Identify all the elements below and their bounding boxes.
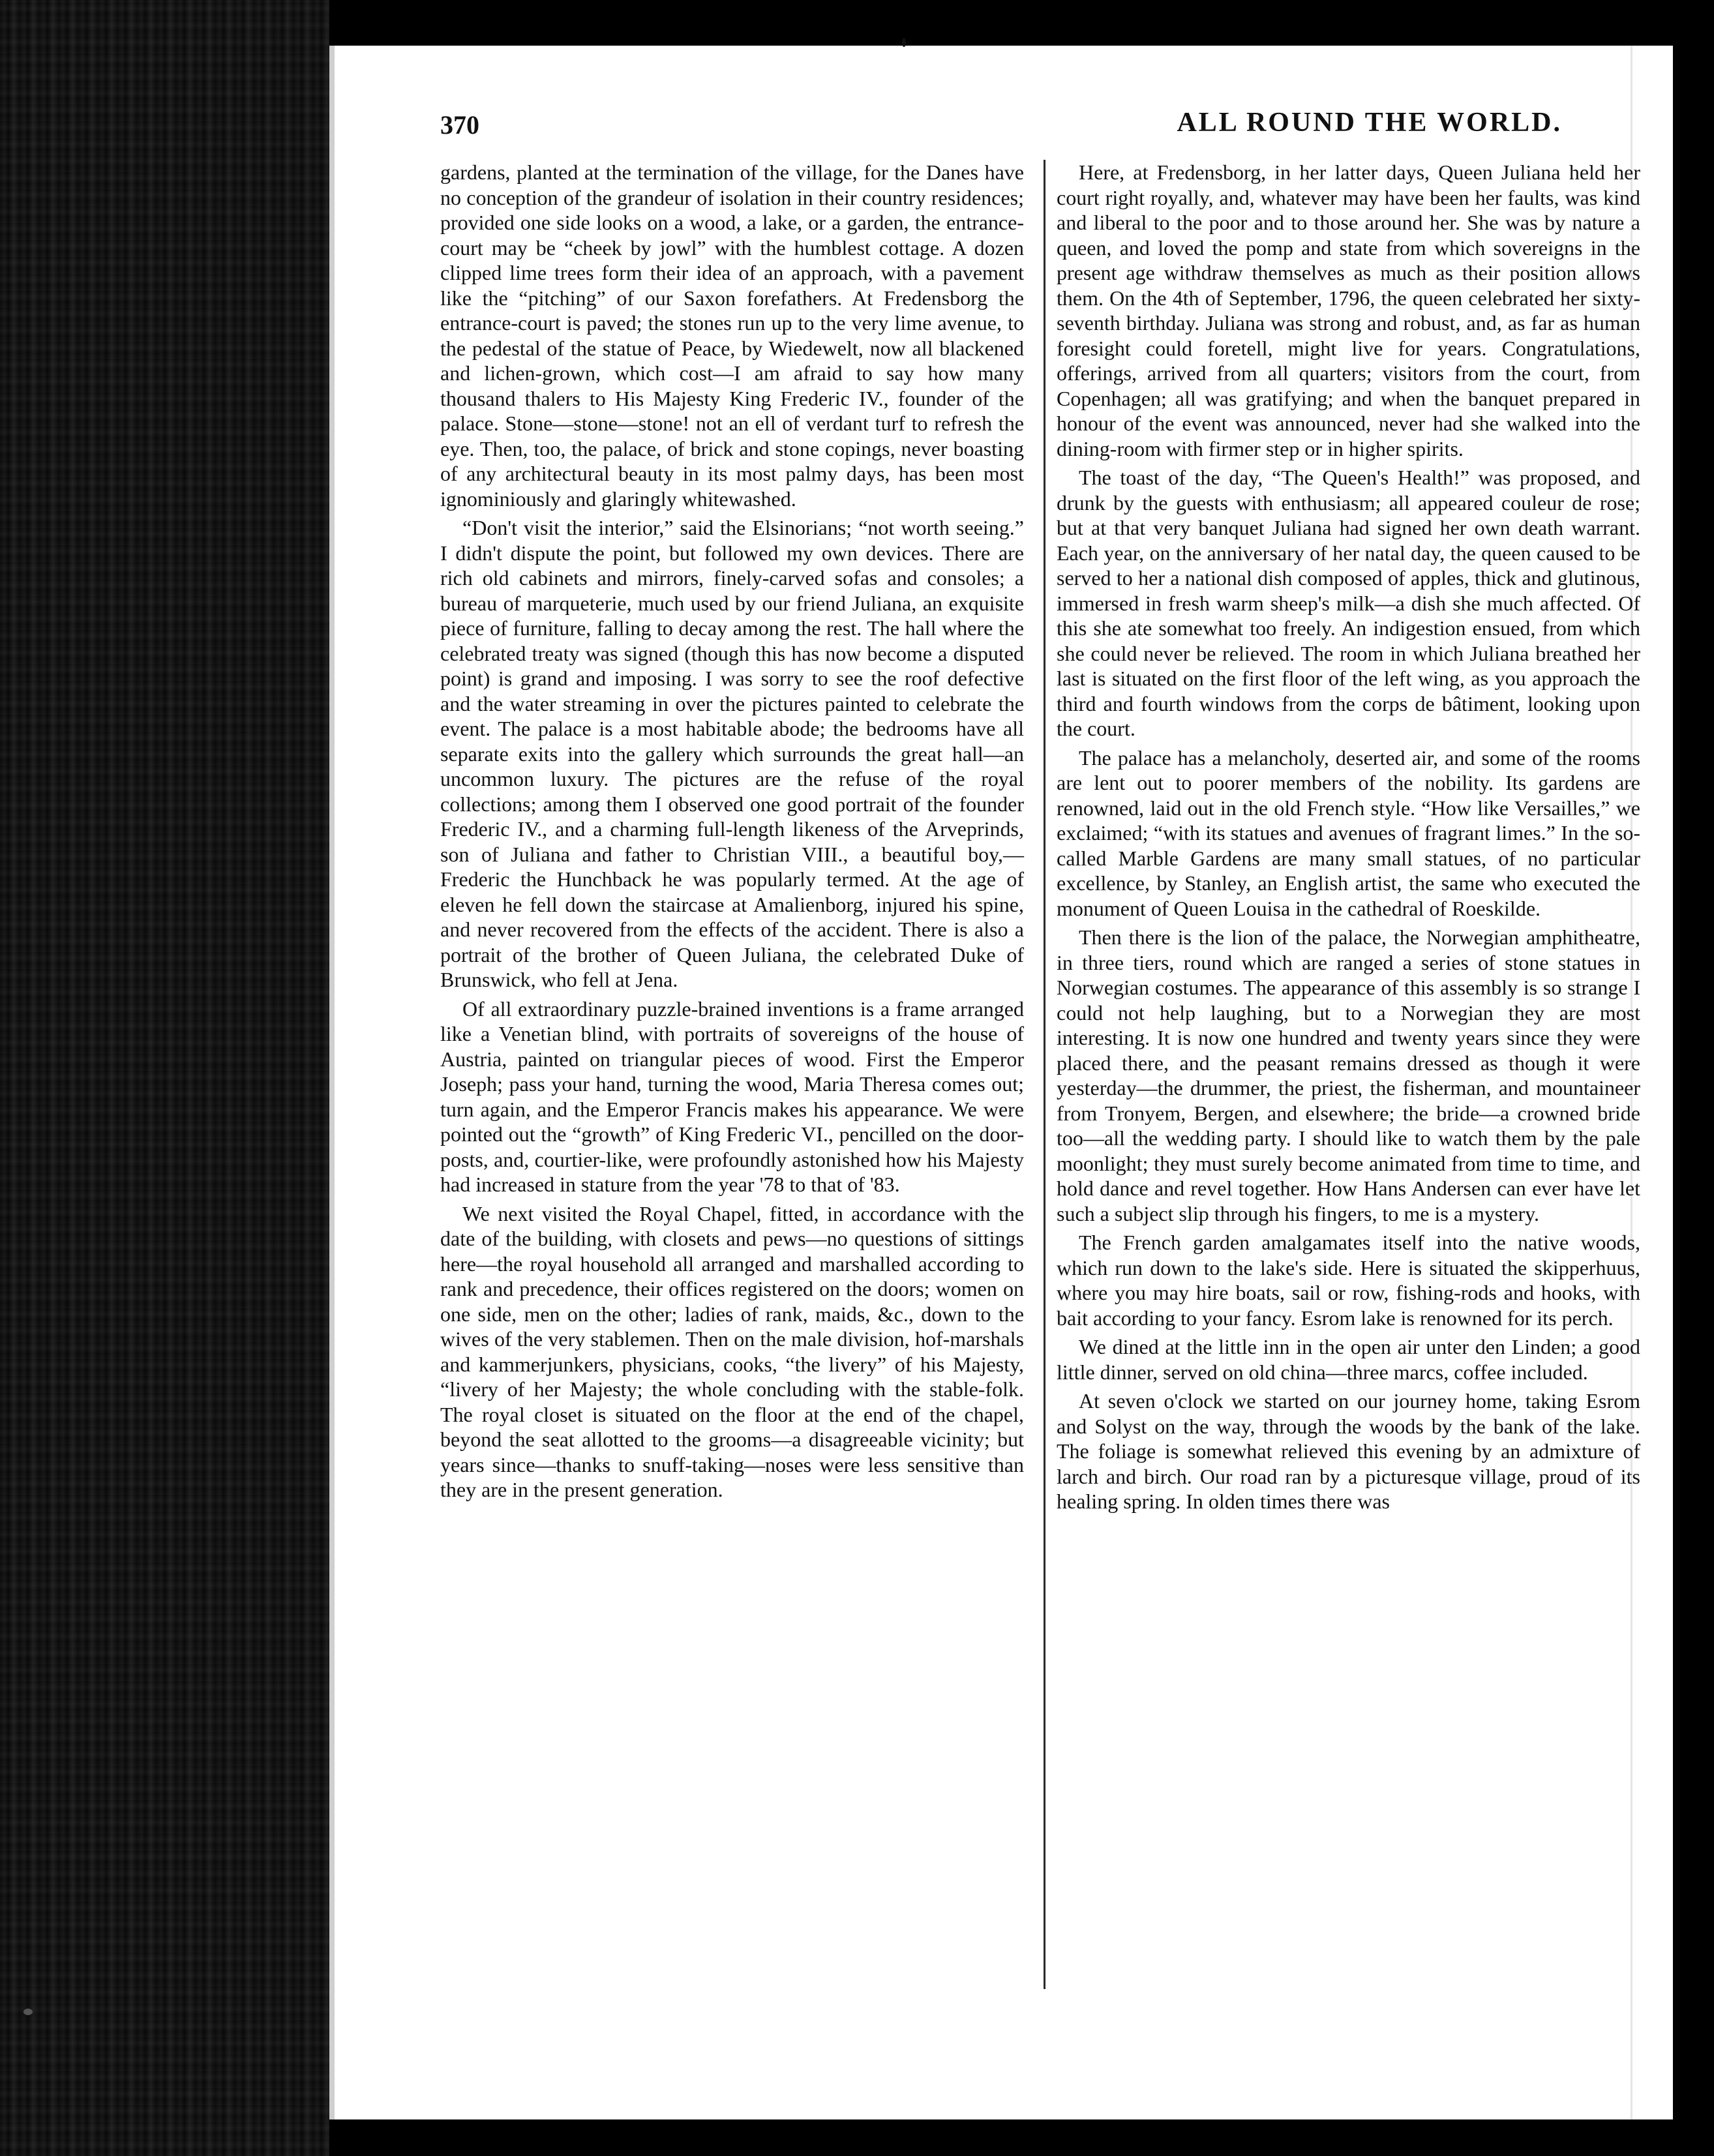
paragraph: The palace has a melancholy, deserted air, and some of the rooms are lent out to poorer members of the nobility. Its gardens are renowned, laid out in the old French style. “How like Versailles,” we exclaimed; “with its statues and avenues of fragrant limes.” In the so-called Marble Gardens are many small statues, of no particular excellence, by Stanley, an English artist, the same who executed the monument of Queen Louisa in the cathedral of Roeskilde.: [1057, 745, 1640, 920]
paragraph: Of all extraordinary puzzle-brained inventions is a frame arranged like a Venetian blind, with portraits of sovereigns of the house of Austria, painted on triangular pieces of wood. First the Emperor Joseph; pass your hand, turning the wood, Maria Theresa comes out; turn again, and the Emperor Francis makes his appearance. We were pointed out the “growth” of King Frederic VI., pencilled on the door-posts, and, courtier-like, were profoundly astonished how his Majesty had increased in stature from the year '78 to that of '83.: [440, 996, 1024, 1196]
paragraph: The French garden amalgamates itself into the native woods, which run down to the lake's side. Here is situated the skipperhuus, where you may hire boats, sail or row, fishing-rods and hooks, with bait according to your fancy. Esrom lake is renowned for its perch.: [1057, 1231, 1640, 1330]
page-header: [440, 104, 1562, 150]
page-number: 370: [440, 110, 479, 140]
paragraph: gardens, planted at the termination of the village, for the Danes have no conception of the grandeur of isolation in their country residences; provided one side looks on a wood, a lake, or a garden, the entrance-court may be “cheek by jowl” with the humblest cottage. A dozen clipped lime trees form their idea of an approach, with a pavement like the “pitching” of our Saxon forefathers. At Fredensborg the entrance-court is paved; the stones run up to the very lime avenue, to the pedestal of the statue of Peace, by Wiedewelt, now all blackened and lichen-grown, which cost—I am afraid to say how many thousand thalers to His Majesty King Frederic IV., founder of the palace. Stone—stone—stone! not an ell of verdant turf to refresh the eye. Then, too, the palace, of brick and stone copings, never boasting of any architectural beauty in its most palmy days, has been most ignominiously and glaringly whitewashed.: [440, 160, 1024, 511]
paragraph: At seven o'clock we started on our journey home, taking Esrom and Solyst on the way, through the woods by the bank of the lake. The foliage is somewhat relieved this evening by an admixture of larch and birch. Our road ran by a picturesque village, proud of its healing spring. In olden times there was: [1057, 1389, 1640, 1513]
left-column: [440, 160, 1024, 1506]
column-divider: [1044, 160, 1045, 1989]
running-title: ALL ROUND THE WORLD.: [1177, 108, 1562, 138]
right-column: [1057, 160, 1640, 1518]
paragraph: “Don't visit the interior,” said the Elsinorians; “not worth seeing.” I didn't dispute the point, but followed my own devices. There are rich old cabinets and mirrors, finely-carved sofas and consoles; a bureau of marqueterie, much used by our friend Juliana, an exquisite piece of furniture, falling to decay among the rest. The hall where the celebrated treaty was signed (though this has now become a disputed point) is grand and imposing. I was sorry to see the roof defective and the water streaming in over the pictures painted to celebrate the event. The palace is a most habitable abode; the bedrooms have all separate exits into the gallery which surrounds the great hall—an uncommon luxury. The pictures are the refuse of the royal collections; among them I observed one good portrait of the founder Frederic IV., and a charming full-length likeness of the Arveprinds, son of Juliana and father to Christian VIII., a beautiful boy,—Frederic the Hunchback he was popularly termed. At the age of eleven he fell down the staircase at Amalienborg, injured his spine, and never recovered from the effects of the accident. There is also a portrait of the brother of Queen Juliana, the celebrated Duke of Brunswick, who fell at Jena.: [440, 516, 1024, 991]
scan-speck: [23, 2009, 33, 2015]
scan-speck: [902, 38, 906, 47]
paragraph: Here, at Fredensborg, in her latter days, Queen Juliana held her court right royally, and, whatever may have been her faults, was kind and liberal to the poor and to those around her. She was by nature a queen, and loved the pomp and state from which sovereigns in the present age withdraw themselves as much as their position allows them. On the 4th of September, 1796, the queen celebrated her sixty-seventh birthday. Juliana was strong and robust, and, as far as human foresight could foretell, might live for years. Congratulations, offerings, arrived from all quarters; visitors from the court, from Copenhagen; all was gratifying; and when the banquet prepared in honour of the event was announced, never had she walked into the dining-room with firmer step or in higher spirits.: [1057, 160, 1640, 460]
binding-texture: [0, 0, 329, 2156]
paragraph: Then there is the lion of the palace, the Norwegian amphitheatre, in three tiers, round which are ranged a series of stone statues in Norwegian costumes. The appearance of this assembly is so strange I could not help laughing, but to a Norwegian they are most interesting. It is now one hundred and twenty years since they were placed there, and the peasant remains dressed as though it were yesterday—the drummer, the priest, the fisherman, and mountaineer from Tronyem, Bergen, and elsewhere; the bride—a crowned bride too—all the wedding party. I should like to watch them by the pale moonlight; they must surely become animated from time to time, and hold dance and revel together. How Hans Andersen can ever have let such a subject slip through his fingers, to me is a mystery.: [1057, 925, 1640, 1225]
paragraph: We next visited the Royal Chapel, fitted, in accordance with the date of the building, with closets and pews—no questions of sittings here—the royal household all arranged and marshalled according to rank and precedence, their offices registered on the doors; women on one side, men on the other; ladies of rank, maids, &c., down to the wives of the very stablemen. Then on the male division, hof-marshals and kammerjunkers, physicians, cooks, “the livery” of his Majesty, “livery of her Majesty; the whole concluding with the stable-folk. The royal closet is situated on the floor at the end of the chapel, beyond the seat allotted to the grooms—a disagreeable vicinity; but years since—thanks to snuff-taking—noses were less sensitive than they are in the present generation.: [440, 1201, 1024, 1501]
paragraph: The toast of the day, “The Queen's Health!” was proposed, and drunk by the guests with enthusiasm; all appeared couleur de rose; but at that very banquet Juliana had signed her own death warrant. Each year, on the anniversary of her natal day, the queen caused to be served to her a national dish composed of apples, thick and glutinous, immersed in fresh warm sheep's milk—a dish she much affected. Of this she ate somewhat too freely. An indigestion ensued, from which she could never be relieved. The room in which Juliana breathed her last is situated on the first floor of the left wing, as you approach the third and fourth windows from the corps de bâtiment, looking upon the court.: [1057, 466, 1640, 740]
paragraph: We dined at the little inn in the open air unter den Linden; a good little dinner, served on old china—three marcs, coffee included.: [1057, 1335, 1640, 1384]
